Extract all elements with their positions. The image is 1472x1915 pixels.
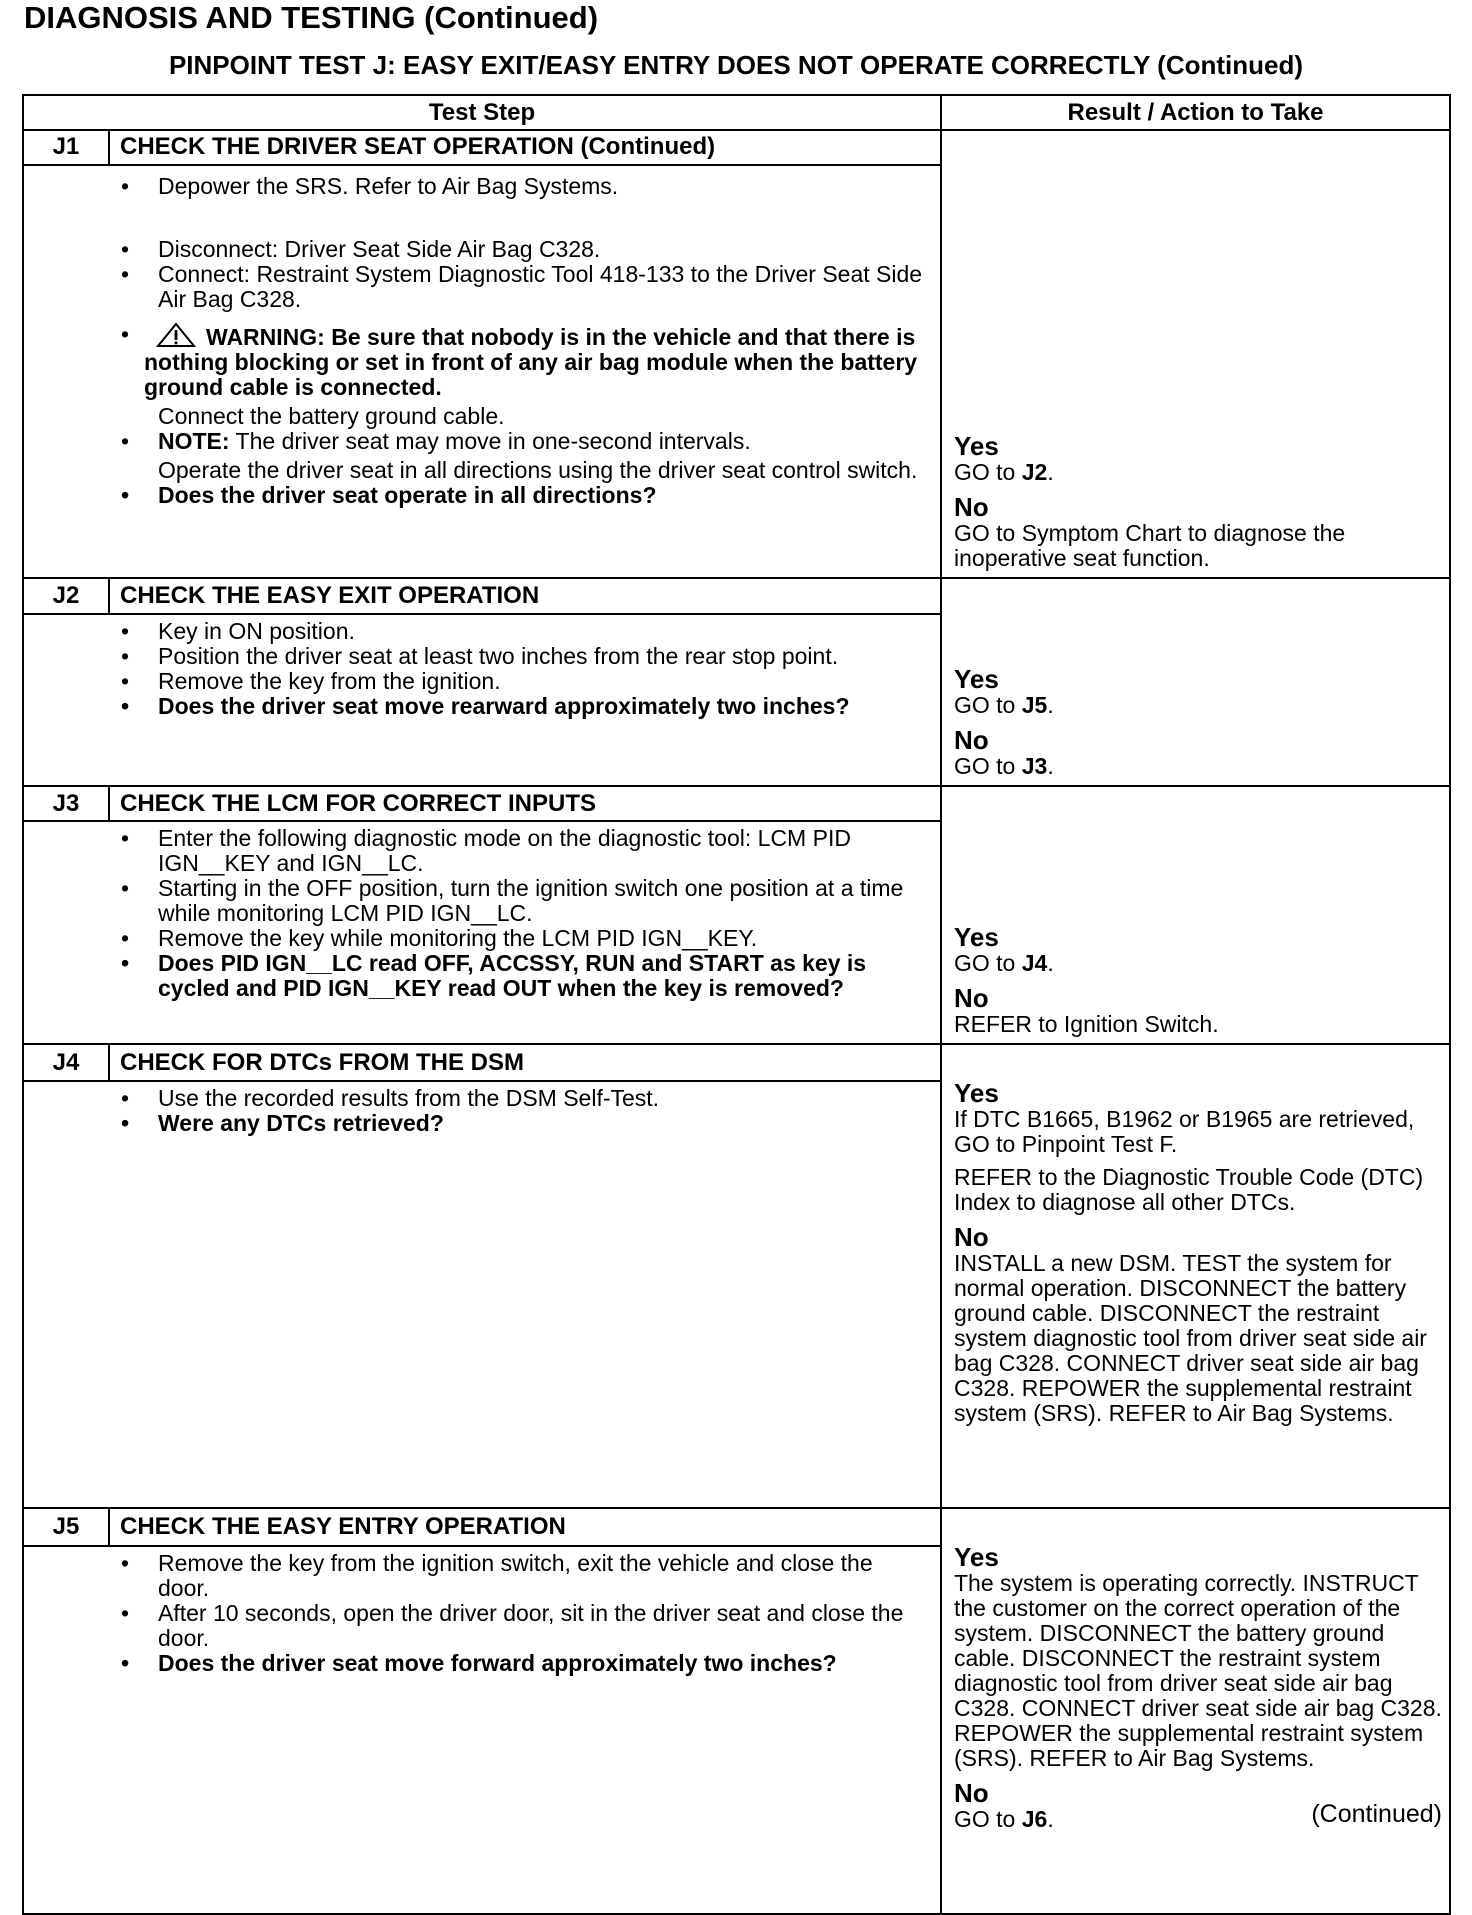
- step-header-row: [23, 578, 1450, 614]
- warning-action: Connect the battery ground cable.: [158, 402, 505, 429]
- no-label: No: [954, 1222, 989, 1252]
- step-question: • Does the driver seat move forward approximately two inches?: [24, 1651, 930, 1676]
- step-id: J2: [23, 578, 109, 614]
- step-instructions: [23, 614, 941, 786]
- warning-icon: [156, 322, 196, 348]
- step-result: [941, 786, 1450, 1044]
- yes-action: If DTC B1665, B1962 or B1965 are retrieved, GO to Pinpoint Test F.: [954, 1106, 1415, 1157]
- step-instructions: [23, 821, 941, 1044]
- yes-action: GO to J2.: [954, 459, 1054, 485]
- no-label: No: [954, 492, 989, 522]
- step-header-row: [23, 130, 1450, 165]
- yes-action: GO to J4.: [954, 950, 1054, 976]
- list-item: • Key in ON position.: [24, 619, 930, 644]
- step-result: [941, 130, 1450, 578]
- no-action: REFER to Ignition Switch.: [954, 1011, 1219, 1037]
- note-action: Operate the driver seat in all directions using the driver seat control switch.: [158, 456, 918, 483]
- yes-label: Yes: [954, 922, 999, 952]
- step-result: [941, 1044, 1450, 1508]
- list-item: • Remove the key from the ignition switch, exit the vehicle and close the door.: [24, 1551, 930, 1601]
- note-text: The driver seat may move in one-second intervals.: [235, 427, 751, 454]
- step-title: CHECK THE EASY ENTRY OPERATION: [109, 1508, 941, 1546]
- no-label: No: [954, 1778, 989, 1808]
- page-title: DIAGNOSIS AND TESTING (Continued): [24, 0, 599, 35]
- no-action: GO to J3.: [954, 753, 1054, 779]
- step-id: J5: [23, 1508, 109, 1546]
- no-action: INSTALL a new DSM. TEST the system for normal operation. DISCONNECT the battery ground cable. DISCONNECT the restraint system diagnostic tool from driver seat side air bag C328. CONNECT driver seat side air bag C328. REPOWER the supplemental restraint system (SRS). REFER to Air Bag Systems.: [954, 1250, 1427, 1426]
- continued-footer: (Continued): [1311, 1800, 1442, 1828]
- step-question: • Were any DTCs retrieved?: [24, 1111, 930, 1136]
- step-question: • Does the driver seat operate in all directions?: [24, 483, 930, 508]
- yes-label: Yes: [954, 1078, 999, 1108]
- no-label: No: [954, 725, 989, 755]
- table-header-row: [23, 95, 1450, 130]
- pinpoint-test-title: PINPOINT TEST J: EASY EXIT/EASY ENTRY DOES NOT OPERATE CORRECTLY (Continued): [168, 50, 1304, 80]
- yes-label: Yes: [954, 664, 999, 694]
- step-id: J4: [23, 1044, 109, 1081]
- step-result: [941, 578, 1450, 786]
- step-instructions: [23, 1081, 941, 1508]
- yes-label: Yes: [954, 1542, 999, 1572]
- step-title: CHECK THE LCM FOR CORRECT INPUTS: [109, 786, 941, 821]
- list-item: • Connect: Restraint System Diagnostic Tool 418-133 to the Driver Seat Side Air Bag C328.: [24, 262, 930, 312]
- column-header-test-step: Test Step: [23, 95, 941, 130]
- step-id: J1: [23, 130, 109, 165]
- step-question: • Does PID IGN__LC read OFF, ACCSSY, RUN and START as key is cycled and PID IGN__KEY read OUT when the key is removed?: [24, 951, 930, 1001]
- pinpoint-test-table: [22, 94, 1451, 1915]
- step-header-row: [23, 1508, 1450, 1546]
- list-item: • Depower the SRS. Refer to Air Bag Systems.: [24, 174, 930, 199]
- yes-label: Yes: [954, 431, 999, 461]
- warning-text: WARNING: Be sure that nobody is in the vehicle and that there is nothing blocking or set in front of any air bag module when the battery ground cable is connected.: [144, 323, 918, 400]
- step-header-row: [23, 786, 1450, 821]
- list-item: • Disconnect: Driver Seat Side Air Bag C328.: [24, 237, 930, 262]
- list-item: [24, 429, 930, 483]
- list-item: • Remove the key while monitoring the LCM PID IGN__KEY.: [24, 926, 930, 951]
- step-header-row: [23, 1044, 1450, 1081]
- yes-action: GO to J5.: [954, 692, 1054, 718]
- list-item: • Position the driver seat at least two inches from the rear stop point.: [24, 644, 930, 669]
- list-item: • Remove the key from the ignition.: [24, 669, 930, 694]
- column-header-result: Result / Action to Take: [941, 95, 1450, 130]
- no-action: GO to J6.: [954, 1806, 1054, 1832]
- step-question: • Does the driver seat move rearward approximately two inches?: [24, 694, 930, 719]
- list-item: • After 10 seconds, open the driver door, sit in the driver seat and close the door.: [24, 1601, 930, 1651]
- step-title: CHECK THE EASY EXIT OPERATION: [109, 578, 941, 614]
- note-label: NOTE:: [158, 427, 230, 454]
- list-item: • Enter the following diagnostic mode on the diagnostic tool: LCM PID IGN__KEY and IGN__LC.: [24, 826, 930, 876]
- step-title: CHECK THE DRIVER SEAT OPERATION (Continued): [109, 130, 941, 165]
- no-label: No: [954, 983, 989, 1013]
- no-action: GO to Symptom Chart to diagnose the inoperative seat function.: [954, 520, 1346, 571]
- list-item: • Starting in the OFF position, turn the ignition switch one position at a time while monitoring LCM PID IGN__LC.: [24, 876, 930, 926]
- list-item: • Use the recorded results from the DSM Self-Test.: [24, 1086, 930, 1111]
- step-instructions: [23, 165, 941, 578]
- step-id: J3: [23, 786, 109, 821]
- list-item: [24, 322, 930, 429]
- yes-action-secondary: REFER to the Diagnostic Trouble Code (DTC) Index to diagnose all other DTCs.: [954, 1164, 1424, 1215]
- step-instructions: [23, 1546, 941, 1914]
- step-title: CHECK FOR DTCs FROM THE DSM: [109, 1044, 941, 1081]
- yes-action: The system is operating correctly. INSTRUCT the customer on the correct operation of the system. DISCONNECT the battery ground cable. DISCONNECT the restraint system diagnostic tool from driver seat side air bag C328. CONNECT driver seat side air bag C328. REPOWER the supplemental restraint system (SRS). REFER to Air Bag Systems.: [954, 1570, 1442, 1771]
- step-result: [941, 1508, 1450, 1914]
